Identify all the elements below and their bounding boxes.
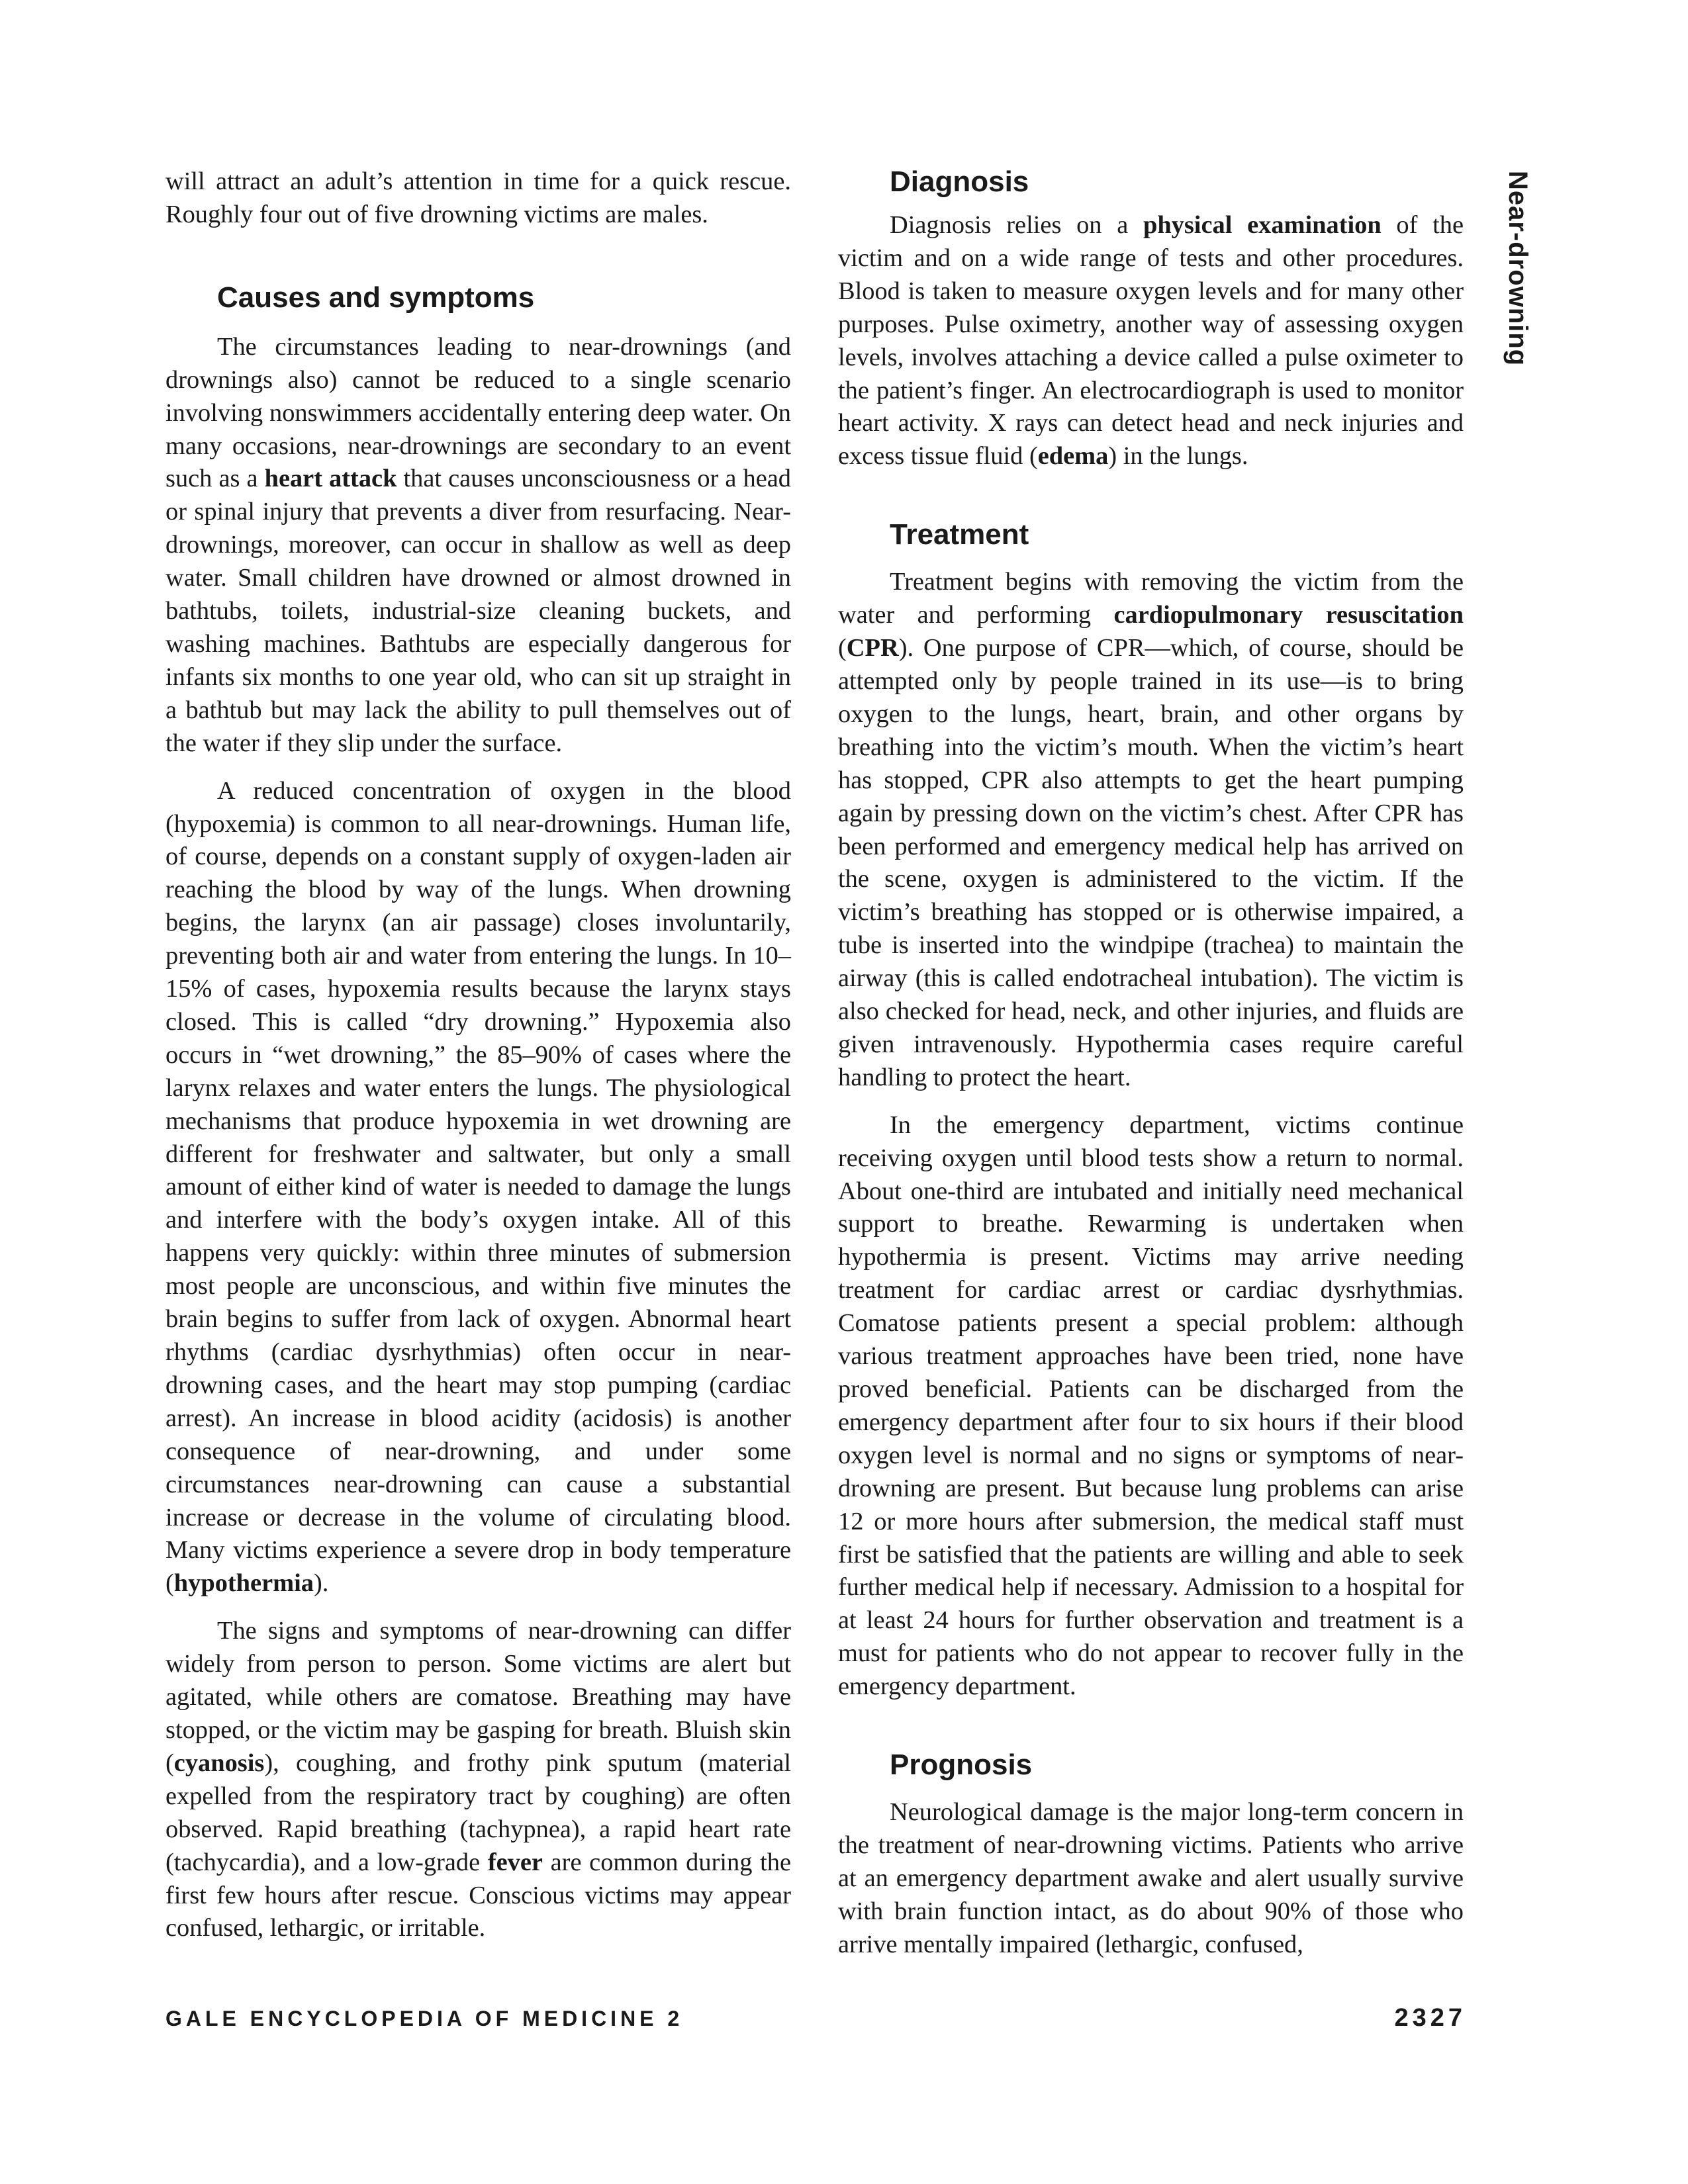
term-fever: fever [487,1848,543,1876]
left-column [165,165,791,1945]
heading-prognosis: Prognosis [890,1749,1033,1782]
diagnosis-paragraph: Diagnosis relies on a physical examination of the victim and on a wide range of tests and other procedures. Blood is taken to measure oxygen levels and for many other purposes. Pulse oximetry, another way of assessing oxygen levels, involves attaching a device called a pulse oximeter to the patient’s finger. An electrocardiograph is used to monitor heart activity. X rays can detect head and neck injuries and excess tissue fluid (edema) in the lungs. [838,211,1464,471]
term-cpr: CPR [846,634,899,662]
causes-paragraph-1: The circumstances leading to near-drownings (and drownings also) cannot be reduced to a single scenario involving nonswimmers accidentally entering deep water. On many occasions, near-drownings are secondary to an event such as a heart attack that causes unconsciousness or a head or spinal injury that prevents a diver from resurfacing. Near-drownings, moreover, can occur in shallow as well as deep water. Small children have drowned or almost drowned in bathtubs, toilets, industrial-size cleaning buckets, and washing machines. Bathtubs are especially dangerous for infants six months to one year old, who can sit up straight in a bathtub but may lack the ability to pull themselves out of the water if they slip under the surface. [165,332,791,757]
causes-paragraph-3: The signs and symptoms of near-drowning can differ widely from person to person. Some victims are alert but agitated, while others are comatose. Breathing may have stopped, or the victim may be gasping for breath. Bluish skin (cyanosis), coughing, and frothy pink sputum (material expelled from the respiratory tract by coughing) are often observed. Rapid breathing (tachypnea), a rapid heart rate (tachycardia), and a low-grade fever are common during the first few hours after rescue. Conscious victims may appear confused, lethargic, or irritable. [165,1617,791,1942]
term-hypothermia: hypothermia [173,1569,314,1598]
term-cyanosis: cyanosis [173,1749,265,1777]
footer-publication-title: GALE ENCYCLOPEDIA OF MEDICINE 2 [165,2007,684,2030]
right-column [838,165,1464,1962]
term-physical-examination: physical examination [1143,211,1382,239]
treatment-paragraph-2: In the emergency department, victims continue receiving oxygen until blood tests show a return to normal. About one-third are intubated and initially need mechanical support to breathe. Rewarming is undertaken when hypothermia is present. Victims may arrive needing treatment for cardiac arrest or cardiac dysrhythmias. Comatose patients present a special problem: although various treatment approaches have been tried, none have proved beneficial. Patients can be discharged from the emergency department after four to six hours if their blood oxygen level is normal and no signs or symptoms of near-drowning are present. But because lung problems can arise 12 or more hours after submersion, the medical staff must first be satisfied that the patients are willing and able to seek further medical help if necessary. Admission to a hospital for at least 24 hours for further observation and treatment is a must for patients who do not appear to recover fully in the emergency department. [838,1111,1464,1701]
heading-diagnosis: Diagnosis [890,165,1029,198]
continued-paragraph: will attract an adult’s attention in time for a quick rescue. Roughly four out of five drowning victims are males. [165,167,791,228]
term-edema: edema [1037,442,1109,471]
treatment-paragraph-1: Treatment begins with removing the victim from the water and performing cardiopulmonary resuscitation (CPR). One purpose of CPR—which, of course, should be attempted only by people trained in its use—is to bring oxygen to the lungs, heart, brain, and other organs by breathing into the victim’s mouth. When the victim’s heart has stopped, CPR also attempts to get the heart pumping again by pressing down on the victim’s chest. After CPR has been performed and emergency medical help has arrived on the scene, oxygen is administered to the victim. If the victim’s breathing has stopped or is otherwise impaired, a tube is inserted into the windpipe (trachea) to maintain the airway (this is called endotracheal intubation). The victim is also checked for head, neck, and other injuries, and fluids are given intravenously. Hypothermia cases require careful handling to protect the heart. [838,568,1464,1091]
footer-page-number: 2327 [1394,2004,1466,2032]
heading-causes-and-symptoms: Causes and symptoms [217,281,535,314]
heading-treatment: Treatment [890,518,1029,551]
term-cpr-full: cardiopulmonary resuscitation [1113,601,1464,629]
section-tab-label: Near-drowning [1503,171,1532,367]
prognosis-paragraph: Neurological damage is the major long-term concern in the treatment of near-drowning victims. Patients who arrive at an emergency department awake and alert usually survive with brain function intact, as do about 90% of those who arrive mentally impaired (lethargic, confused, [838,1798,1464,1958]
causes-paragraph-2: A reduced concentration of oxygen in the blood (hypoxemia) is common to all near-drownings. Human life, of course, depends on a constant supply of oxygen-laden air reaching the blood by way of the lungs. When drowning begins, the larynx (an air passage) closes involuntarily, preventing both air and water from entering the lungs. In 10–15% of cases, hypoxemia results because the larynx stays closed. This is called “dry drowning.” Hypoxemia also occurs in “wet drowning,” the 85–90% of cases where the larynx relaxes and water enters the lungs. The physiological mechanisms that produce hypoxemia in wet drowning are different for freshwater and saltwater, but only a small amount of either kind of water is needed to damage the lungs and interfere with the body’s oxygen intake. All of this happens very quickly: within three minutes of submersion most people are unconscious, and within five minutes the brain begins to suffer from lack of oxygen. Abnormal heart rhythms (cardiac dysrhythmias) often occur in near-drowning cases, and the heart may stop pumping (cardiac arrest). An increase in blood acidity (acidosis) is another consequence of near-drowning, and under some circumstances near-drowning can cause a substantial increase or decrease in the volume of circulating blood. Many victims experience a severe drop in body temperature (hypothermia). [165,776,791,1598]
term-heart-attack: heart attack [264,465,397,493]
